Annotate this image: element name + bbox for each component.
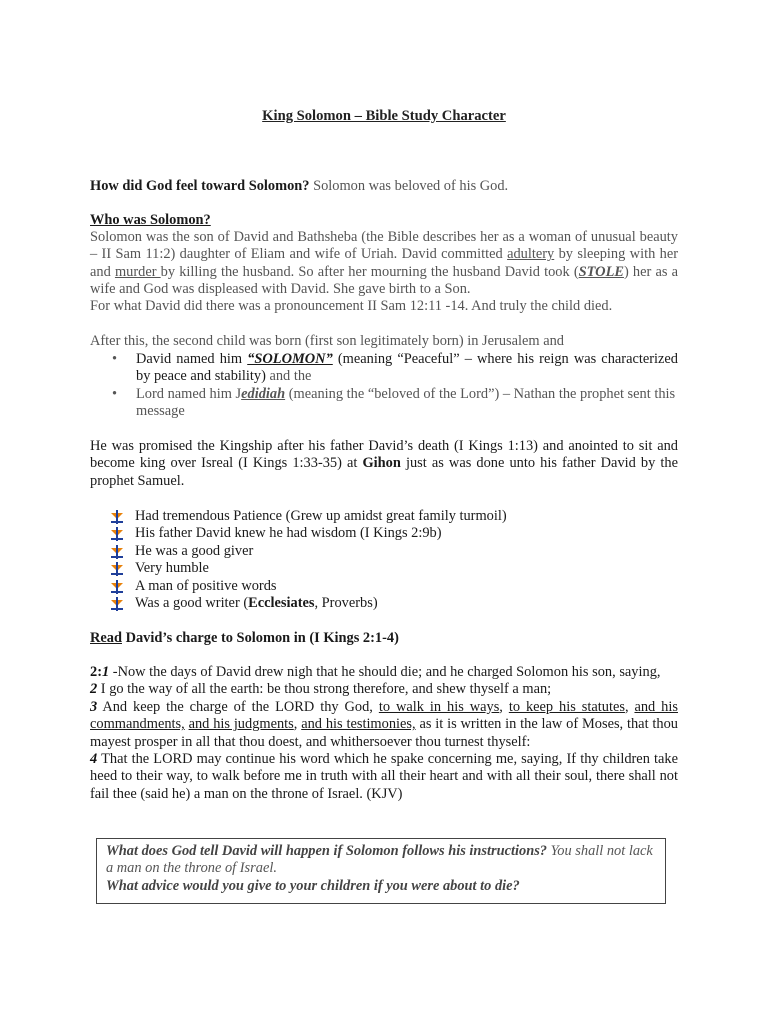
verse-text: I go the way of all the earth: be thou strong therefore, and shew thyself a man; — [97, 681, 552, 698]
kingship-text-2: just as was done unto his father David by the prophet Samuel. — [90, 455, 678, 489]
list-text: David named him — [136, 351, 248, 367]
who-text-1: Solomon was the son of David and Bathsheba (the Bible describes her as a woman of unusual beauty – II Sam 11:2) daughter of Eliam and wife of Uriah. David committed — [90, 229, 678, 263]
triangle-bullet-icon — [110, 545, 124, 559]
triangle-bullet-icon — [110, 562, 124, 576]
read-word: Read — [90, 630, 122, 646]
list-item — [90, 560, 678, 577]
verses-block — [90, 664, 678, 803]
box-question-1: What does God tell David will happen if Solomon follows his instructions? — [106, 843, 547, 859]
question-god-feeling — [90, 178, 678, 195]
list-text: and the — [265, 368, 312, 385]
jedidiah-name: edidiah — [241, 385, 286, 402]
list-item — [90, 386, 678, 421]
verse-4 — [90, 751, 678, 803]
list-item — [90, 595, 678, 612]
triangle-bullet-icon — [110, 510, 124, 524]
bullet-dot-icon: • — [112, 351, 118, 367]
underlined-phrase: and his testimonies, — [301, 716, 416, 733]
underlined-phrase: and his commandments, — [90, 698, 678, 733]
reflection-box — [96, 838, 666, 904]
list-text: (meaning the “beloved of the Lord”) – Nathan the prophet sent this message — [136, 385, 676, 420]
box-answer-1: You shall not lack a man on the throne of Israel. — [106, 843, 653, 877]
list-text: (meaning “Peaceful” – where his reign was characterized by peace and stability) — [136, 351, 678, 385]
verse-text: -Now the days of David drew nigh that he should die; and he charged Solomon his son, saying, — [109, 664, 661, 680]
page-title: King Solomon – Bible Study Character — [262, 108, 506, 124]
who-text-3: by killing the husband. So after her mourning the husband David took ( — [160, 263, 579, 280]
trait-text: , Proverbs) — [314, 594, 378, 611]
verse-text: as it is written in the law of Moses, that thou mayest prosper in all that thou doest, and whithersoever thou turnest thyself: — [90, 716, 678, 750]
murder-word: murder — [114, 263, 161, 280]
who-paragraph — [90, 229, 678, 299]
verse-text: That the LORD may continue his word which he spake concerning me, saying, If thy children take heed to their way, to walk before me in truth with all their heart and with all their soul, there shall not fail thee (said he) a man on the throne of Israel. (KJV) — [90, 751, 678, 802]
trait-text: A man of positive words — [135, 577, 277, 594]
ecclesiates-word: Ecclesiates — [248, 594, 315, 611]
read-rest: David’s charge to Solomon in (I Kings 2:1-4) — [121, 630, 399, 646]
list-item — [90, 543, 678, 560]
kingship-text-1: He was promised the Kingship after his father David’s death (I Kings 1:13) and anointed to sit and become king over Isreal (I Kings 1:33-35) at — [90, 438, 678, 472]
underlined-phrase: to keep his statutes — [508, 698, 625, 715]
kingship-paragraph — [90, 438, 678, 490]
naming-list — [90, 351, 678, 421]
gihon-word: Gihon — [362, 455, 401, 472]
triangle-bullet-icon — [110, 597, 124, 611]
list-item — [90, 351, 678, 386]
pronouncement-line: For what David did there was a pronouncement II Sam 12:11 -14. And truly the child died. — [90, 298, 613, 314]
list-item — [90, 578, 678, 595]
trait-text: He was a good giver — [135, 542, 254, 559]
verse-number: 2: — [90, 664, 102, 680]
verse-3: 3 And keep the charge of the LORD thy God, to walk in his ways, to keep his statutes, and his commandments, and his judgments, and his testimonies, as it is written in the law of Moses, that thou mayest prosper in all that thou doest, and whithersoever thou turnest thyself: — [90, 698, 678, 750]
verse-2 — [90, 681, 678, 698]
verse-number: 2 — [90, 681, 98, 698]
who-text-2: by sleeping with her and — [90, 246, 679, 280]
verse-number: 1 — [102, 664, 110, 680]
bullet-dot-icon: • — [112, 385, 118, 402]
trait-text: Very humble — [135, 560, 209, 577]
triangle-bullet-icon — [110, 527, 124, 541]
triangle-bullet-icon — [110, 580, 124, 594]
verse-number: 4 — [90, 751, 98, 768]
who-text-4: ) her as a wife and God was displeased with David. She gave birth to a Son. — [90, 263, 678, 298]
underlined-phrase: to walk in his ways — [378, 698, 500, 715]
traits-list — [90, 508, 678, 612]
answer-text: Solomon was beloved of his God. — [309, 178, 509, 194]
underlined-phrase: and his judgments — [188, 716, 294, 733]
verse-text: And keep the charge of the LORD thy God, — [97, 698, 379, 715]
solomon-name: “SOLOMON” — [247, 351, 333, 367]
box-question-2: What advice would you give to your children if you were about to die? — [106, 877, 520, 894]
who-heading: Who was Solomon? — [90, 212, 211, 228]
read-heading — [90, 630, 678, 647]
trait-text: Was a good writer ( — [135, 594, 249, 611]
after-intro: After this, the second child was born (first son legitimately born) in Jerusalem and — [90, 333, 564, 349]
verse-1 — [90, 664, 678, 681]
list-text: Lord named him J — [136, 385, 242, 402]
trait-text: Had tremendous Patience (Grew up amidst great family turmoil) — [135, 508, 507, 524]
question-text: How did God feel toward Solomon? — [90, 178, 310, 194]
list-item — [90, 525, 678, 542]
stole-word: STOLE — [578, 263, 624, 280]
verse-number: 3 — [90, 698, 98, 715]
trait-text: His father David knew he had wisdom (I Kings 2:9b) — [135, 525, 442, 542]
list-item — [90, 508, 678, 525]
adultery-word: adultery — [507, 246, 555, 263]
